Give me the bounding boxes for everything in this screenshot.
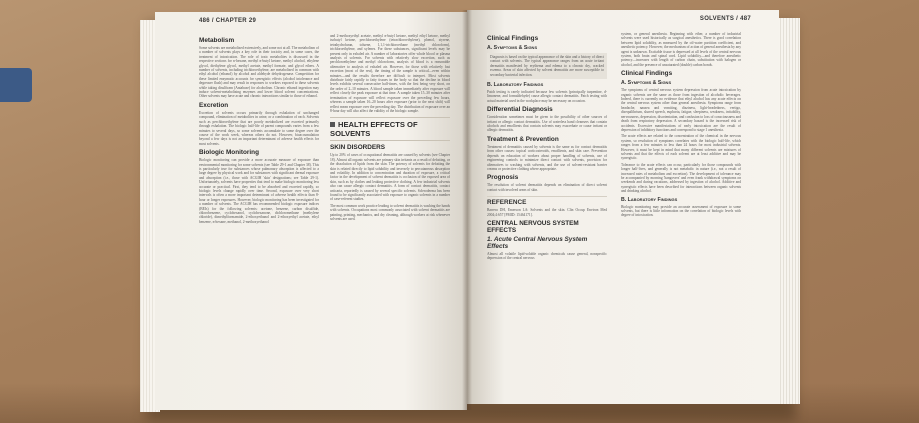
heading: Prognosis (487, 174, 519, 182)
paragraph: Consideration sometimes must be given to the possibility of other sources of irritant or allergic contact dermatitis. Use of waterless hand cleansers that contain alcohols and emollients that contain solvents may exacerbate or cause irritant or allergic dermatitis. (487, 115, 607, 133)
paragraph: Treatment of dermatitis caused by solvents is the same as for contact dermatitis from other causes: topical corticosteroids, emollients, and skin care. Prevention depends on education of workers about proper handling of solvents, use of engineering controls to minimize direct contact with solvents, provision for alternatives to washing with solvents, and the use of solvent-resistant barrier creams or protective clothing where appropriate. (487, 144, 607, 171)
subsection-title: 1. Acute Central Nervous System Effects (487, 235, 588, 250)
paragraph: Biologic monitoring may provide an accurate assessment of exposure to some solvents, but there is little information on the correlation of biologic levels with degree of intoxication. (621, 204, 741, 218)
heading: Biologic Monitoring (199, 149, 259, 157)
book-gutter (462, 10, 472, 410)
right-page-column-2 (621, 32, 741, 220)
right-page-column-1 (487, 32, 607, 263)
paragraph: Barrera DH, Emerson LA: Solvents and the skin. Clin Occup Environ Med 2004;4:657 [PMID: 15464171]. (487, 208, 607, 217)
paragraph: Up to 20% of cases of occupational dermatitis are caused by solvents (see Chapter 18). Almost all organic solvents are primary skin irritants as a result of defatting, or the dissolution of lipids from the skin. The potency of solvents for defatting the skin is related directly to lipid solubility and inversely to percutaneous absorption and volatility. In addition to concentration and duration of exposure, a critical factor in the development of solvent dermatitis is occlusion of the exposed area of skin, such as by clothes and leaking protective clothing. A few industrial solvents also can cause allergic contact dermatitis. A form of contact dermatitis, contact urticaria, reportedly is caused by several specific solvents. Scleroderma has been found to be significantly associated with exposure to organic solvents in a number of case-referent studies. (330, 153, 450, 202)
section-heading (330, 117, 450, 141)
subheading: A. Symptoms & Signs (621, 80, 672, 87)
heading: Metabolism (199, 37, 235, 44)
paragraph: The acute effects are related to the concentration of the chemical in the nervous system, so resolution of symptoms correlates with the biologic half-life, which ranges from a few minutes to less than 24 hours for most industrial solvents. However, it must be kept in mind that many different solvents are mixtures of solvents and that the effects of each solvent are at least additive and may be synergistic. (621, 134, 741, 161)
heading: Excretion (199, 101, 229, 109)
heading: Clinical Findings (621, 70, 673, 78)
paragraph: system, or general anesthesia. Beginning with ether, a number of industrial solvents were used historically as surgical anesthetics. There is good correlation between lipid solubility, as measured by the oil-water partition coefficient, and anesthetic potency. However, the mechanism of action of general anesthesia by any agent is unknown. Excitable tissue is depressed at all levels of the central nervous system, both brain and spinal cord. Lipid solubility—and therefore anesthetic potency—increases with length of carbon chain, substitution with halogen or alcohol, and the presence of unsaturated (double) carbon bonds. (621, 32, 741, 67)
right-page-header: SOLVENTS / 487 (699, 16, 751, 22)
section-marker-icon (330, 122, 335, 127)
left-page-column-1 (199, 34, 319, 226)
section-heading-text: HEALTH EFFECTS OF SOLVENTS (330, 120, 418, 139)
heading: Clinical Findings (487, 35, 539, 42)
heading: CENTRAL NERVOUS SYSTEM EFFECTS (487, 219, 579, 234)
paragraph: and 2-methoxyethyl acetate, methyl n-butyl ketone, methyl ethyl ketone, methyl isobutyl ketone, perchloroethylene (tetrachloroethylene), phenol, styrene, tetrahydrofuran, toluene, 1,1,1-trichloroethane (methyl chloroform), trichloroethylene, and xylenes. For these substances, significant levels may be present only in exhaled air. A number of laboratories offer whole blood or plasma analysis of solvents. For solvents with relatively slow excretion, such as perchloroethylene and methyl chloroform, analysis of blood is a reasonable alternative to analysis of exhaled air. However, for those with relatively fast excretion (most of the rest), the timing of the sample is critical—even within minutes—and the results therefore are difficult to interpret. Most solvents distribute fairly rapidly to fatty tissues in the body so that the decline in blood levels exhibits several consecutive half-times, with the first being very short, on the order of 2–10 minutes. A blood sample taken immediately after exposure will reflect closely the peak exposure at that time. A sample taken 15–30 minutes after termination of exposure will reflect exposure over the preceding few hours, whereas a sample taken 16–20 hours after exposure (prior to the next shift) will reflect mean exposure over the preceding day. The distribution of exposure over an 8-hour day will also affect the validity of the biologic sample. (330, 34, 450, 113)
subheading: B. Laboratory Findings (621, 196, 678, 203)
heading: Differential Diagnosis (487, 106, 553, 114)
paragraph: Some solvents are metabolized extensively, and some not at all. The metabolism of a number of solvents plays a key role in their toxicity and, in some cases, the treatment of intoxication. The role of toxic metabolites is discussed in the respective sections for n-hexane, methyl n-butyl ketone, methyl alcohol, ethylene glycol, diethylene glycol, methyl acetate, methyl formate, and glycol ethers. A number of solvents, including trichloroethylene, are metabolized in common with ethyl alcohol (ethanol) by alcohol and aldehyde dehydrogenase. Competition for these limited enzymatic accounts for synergistic effects (alcohol intolerance and degreaser flush) and may result in responses to workers exposed to these solvents while taking disulfiram (Antabuse) for alcoholism. Chronic ethanol ingestion may induce solvent-metabolizing enzymes and lower blood solvent concentrations. Other solvents may have acute and chronic interactions similar to those of ethanol. (199, 46, 319, 99)
right-page-edges (778, 18, 800, 404)
paragraph: Excretion of solvents occurs primarily through exhalation of unchanged compound, elimination of metabolites in urine, or a combination of each. Solvents such as perchloroethylene that are poorly metabolized are excreted primarily through exhalation. The biologic half-life of parent compounds varies from a few minutes to several days, so some solvents accumulate to some degree over the course of the work week, whereas others do not. However, bioaccumulation beyond a few days is not an important determinant of adverse health effects for most solvents. (199, 110, 319, 146)
paragraph: The symptoms of central nervous system depression from acute intoxication by organic solvents are the same as those from ingestion of alcoholic beverages. Indeed, there is currently no evidence that ethyl alcohol has any acute effects on the central nervous system other than general anesthesia. Symptoms range from headache, nausea and vomiting, dizziness, light-headedness, vertigo, disequilibrium, slurred speech, euphoria, fatigue, sleepiness, weakness, irritability, nervousness, depression, disorientation, and confusion to loss of consciousness and death from respiratory depression. A secondary hazard is the increased risk of accidents. Excessive manifestations of early intoxication are the result of depression of inhibitory functions and correspond to stage 1 anesthesia. (621, 88, 741, 132)
left-page (155, 12, 467, 410)
reference-heading: REFERENCE (487, 196, 607, 206)
subheading: A. Symptoms & Signs (487, 45, 538, 51)
heading: SKIN DISORDERS (330, 144, 386, 152)
left-page-header: 486 / CHAPTER 29 (199, 18, 257, 24)
highlighted-paragraph: Diagnosis is based on the typical appearance of the skin and a history of direct contact with solvents. The typical appearance ranges from an acute irritant dermatitis manifested by erythema and edema to a chronic dry, cracked eczema. Areas of skin affected by solvent dermatitis are more susceptible to secondary bacterial infection. (487, 53, 607, 79)
paragraph: Patch testing is rarely indicated because few solvents (principally turpentine, d-limonene, and formaldehyde) cause allergic contact dermatitis. Patch testing with actual material used in the workplace may be necessary on occasion. (487, 90, 607, 103)
heading: Treatment & Prevention (487, 135, 559, 143)
paragraph: The most common work practice leading to solvent dermatitis is washing the hands with solvents. Occupations most commonly associated with solvent dermatitis are painting, printing, mechanics, and dry cleaning, although workers at risk whenever solvents are used. (330, 203, 450, 221)
paragraph: Tolerance to the acute effects can occur, particularly for those compounds with longer half-lives, and generally is not metabolic in nature (i.e., not a result of increased rates of metabolism and excretion). The development of tolerance may be accompanied by morning 'hangovers' and even frank withdrawal symptoms on weekends and during vacations, addressed by ingestion of alcohol. Additive and synergistic effects have been described for interactions between organic solvents and drinking alcohol. (621, 162, 741, 194)
paragraph: Biologic monitoring can provide a more accurate measure of exposure than environmental monitoring for some solvents (see Table 29-1 and Chapter 38). This is particularly true for substances whose pulmonary absorption is affected to a large degree by physical work and for substances with significant dermal exposure and absorption (i.e., those with ACGIH 'skin' designations; see Table 29-1). Unfortunately, solvents have properties that tend to make biologic monitoring less accurate or practical. First, they tend to be absorbed and excreted rapidly, so biologic levels change rapidly over time. Second, exposure over very short intervals is often a more important determinant of adverse health effects than 8-hour or longer exposures. However, biologic monitoring has been investigated for a number of solvents. The ACGIH has recommended biologic exposure indices (BEIs) for the following solvents: acetone, benzene, carbon disulfide, chlorobenzene, cyclohexanol, cyclohexanone, dichloromethane (methylene chloride), dimethylformamide, 2-ethoxyethanol and 2-ethoxyethyl acetate, ethyl benzene, n-hexane, methanol, 2-methoxyethanol (199, 158, 319, 224)
subheading: B. Laboratory Findings (487, 82, 544, 89)
blue-object (0, 68, 32, 102)
left-page-column-2 (330, 34, 450, 223)
paragraph: Almost all volatile lipid-soluble organic chemicals cause general, nonspecific depression of the central nervous (487, 251, 607, 261)
right-page (467, 10, 779, 404)
paragraph: The resolution of solvent dermatitis depends on elimination of direct solvent contact with involved areas of skin. (487, 183, 607, 192)
